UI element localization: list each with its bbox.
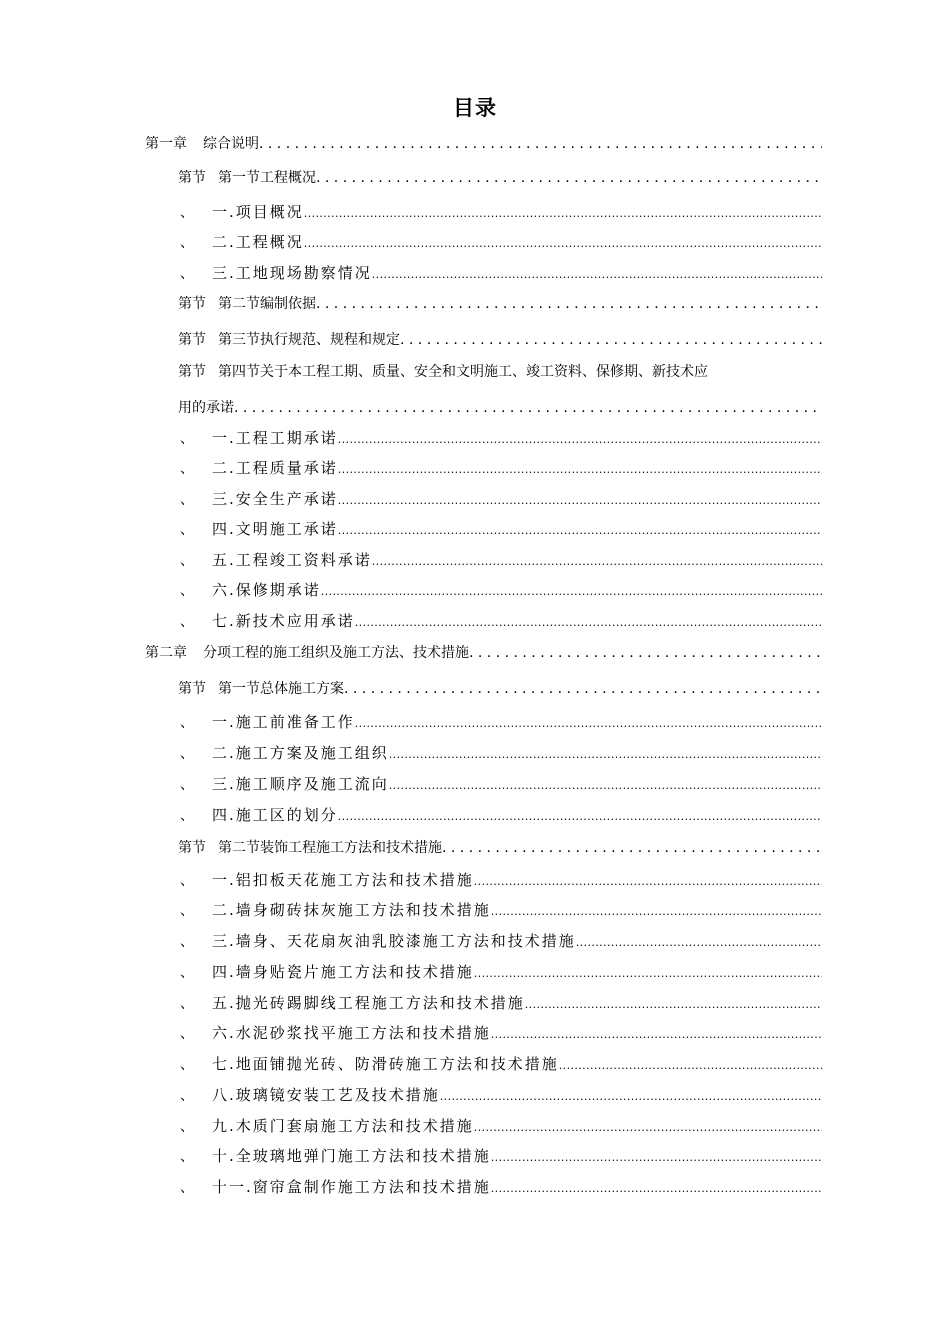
toc-entry-mark: 、 bbox=[180, 965, 194, 981]
toc-dot-leader bbox=[491, 1024, 822, 1043]
toc-item-entry[interactable] bbox=[180, 993, 822, 1013]
toc-dot-leader bbox=[321, 581, 822, 600]
toc-entry-mark: 、 bbox=[180, 583, 194, 599]
toc-entry-label: 六.保修期承诺 bbox=[212, 581, 321, 599]
toc-dot-leader bbox=[338, 459, 822, 478]
toc-dot-leader bbox=[491, 1147, 822, 1166]
toc-entry-mark: 、 bbox=[180, 235, 194, 251]
toc-entry-label: 三.工地现场勘察情况 bbox=[212, 264, 372, 282]
toc-entry-mark: 第二章 bbox=[145, 645, 187, 661]
toc-entry-mark: 、 bbox=[180, 715, 194, 731]
toc-entry-label: 第一节工程概况 bbox=[218, 170, 316, 186]
toc-entry-label: 九.木质门套扇施工方法和技术措施 bbox=[212, 1117, 474, 1135]
toc-entry-label: 二.工程质量承诺 bbox=[212, 459, 338, 477]
toc-dot-leader bbox=[576, 932, 822, 951]
toc-dot-leader bbox=[491, 901, 822, 920]
toc-chapter-entry[interactable] bbox=[145, 643, 822, 663]
toc-item-entry[interactable] bbox=[180, 550, 822, 570]
toc-entry-label: 综合说明 bbox=[203, 136, 259, 152]
toc-dot-leader bbox=[372, 264, 822, 283]
toc-dot-leader bbox=[469, 643, 822, 663]
toc-entry-label: 二.工程概况 bbox=[212, 233, 304, 251]
toc-entry-mark: 、 bbox=[180, 1149, 194, 1165]
toc-entry-mark: 、 bbox=[180, 777, 194, 793]
toc-dot-leader bbox=[474, 963, 822, 982]
toc-dot-leader bbox=[525, 994, 822, 1013]
toc-entry-label: 七.地面铺抛光砖、防滑砖施工方法和技术措施 bbox=[212, 1055, 559, 1073]
toc-entry-label: 一.施工前准备工作 bbox=[212, 713, 355, 731]
toc-dot-leader bbox=[344, 679, 822, 699]
toc-entry-label: 四.文明施工承诺 bbox=[212, 520, 338, 538]
toc-entry-mark: 、 bbox=[180, 903, 194, 919]
toc-item-entry[interactable] bbox=[180, 931, 822, 951]
toc-entry-label: 三.施工顺序及施工流向 bbox=[212, 775, 389, 793]
toc-entry-mark: 、 bbox=[180, 461, 194, 477]
toc-entry-label: 第一节总体施工方案 bbox=[218, 681, 344, 697]
toc-entry-label: 十.全玻璃地弹门施工方法和技术措施 bbox=[212, 1147, 491, 1165]
toc-entry-mark: 、 bbox=[180, 431, 194, 447]
toc-dot-leader bbox=[355, 713, 822, 732]
toc-dot-leader bbox=[338, 429, 822, 448]
toc-item-entry[interactable] bbox=[180, 962, 822, 982]
toc-entry-mark: 、 bbox=[180, 205, 194, 221]
toc-section-entry[interactable] bbox=[178, 838, 822, 858]
toc-item-entry[interactable] bbox=[180, 1177, 822, 1197]
toc-entry-mark: 第节 bbox=[178, 296, 206, 312]
toc-entry-label: 五.抛光砖踢脚线工程施工方法和技术措施 bbox=[212, 994, 525, 1012]
toc-entry-mark: 、 bbox=[180, 1088, 194, 1104]
toc-entry-label: 四.墙身贴瓷片施工方法和技术措施 bbox=[212, 963, 474, 981]
toc-dot-leader bbox=[316, 168, 822, 188]
toc-chapter-entry[interactable] bbox=[145, 134, 822, 154]
toc-entry-label: 十一.窗帘盒制作施工方法和技术措施 bbox=[212, 1178, 491, 1196]
toc-entry-label: 七.新技术应用承诺 bbox=[212, 612, 355, 630]
toc-dot-leader bbox=[491, 1178, 822, 1197]
toc-entry-mark: 、 bbox=[180, 1026, 194, 1042]
toc-item-entry[interactable] bbox=[180, 743, 822, 763]
toc-dot-leader bbox=[389, 744, 822, 763]
toc-entry-mark: 、 bbox=[180, 873, 194, 889]
toc-item-entry[interactable] bbox=[180, 1085, 822, 1105]
toc-item-entry[interactable] bbox=[180, 489, 822, 509]
toc-item-entry[interactable] bbox=[180, 805, 822, 825]
toc-dot-leader bbox=[442, 838, 822, 858]
toc-entry-label: 二.墙身砌砖抹灰施工方法和技术措施 bbox=[212, 901, 491, 919]
toc-item-entry[interactable] bbox=[180, 1146, 822, 1166]
toc-item-entry[interactable] bbox=[180, 202, 822, 222]
toc-item-entry[interactable] bbox=[180, 712, 822, 732]
toc-entry-mark: 、 bbox=[180, 808, 194, 824]
toc-section-entry[interactable] bbox=[178, 168, 822, 188]
toc-entry-mark: 、 bbox=[180, 522, 194, 538]
toc-entry-mark: 第节 bbox=[178, 170, 206, 186]
toc-entry-label: 一.工程工期承诺 bbox=[212, 429, 338, 447]
toc-entry-mark: 、 bbox=[180, 1057, 194, 1073]
toc-entry-label: 三.安全生产承诺 bbox=[212, 490, 338, 508]
toc-entry-mark: 、 bbox=[180, 1180, 194, 1196]
toc-entry-mark: 、 bbox=[180, 492, 194, 508]
toc-section-entry[interactable] bbox=[178, 294, 822, 314]
toc-entry-label: 一.项目概况 bbox=[212, 203, 304, 221]
toc-item-entry[interactable] bbox=[180, 900, 822, 920]
toc-entry-label: 用的承诺 bbox=[178, 400, 234, 416]
toc-entry-label: 一.铝扣板天花施工方法和技术措施 bbox=[212, 871, 474, 889]
toc-entry-mark: 、 bbox=[180, 553, 194, 569]
toc-entry-label: 六.水泥砂浆找平施工方法和技术措施 bbox=[212, 1024, 491, 1042]
toc-dot-leader bbox=[259, 134, 822, 154]
toc-item-entry[interactable] bbox=[180, 458, 822, 478]
toc-dot-leader bbox=[372, 551, 822, 570]
toc-item-entry[interactable] bbox=[180, 519, 822, 539]
toc-section-entry[interactable] bbox=[178, 330, 822, 350]
toc-dot-leader bbox=[389, 775, 822, 794]
toc-dot-leader bbox=[559, 1055, 822, 1074]
toc-dot-leader bbox=[474, 871, 822, 890]
toc-dot-leader bbox=[234, 398, 822, 418]
toc-item-entry[interactable] bbox=[180, 428, 822, 448]
toc-item-entry[interactable] bbox=[180, 1023, 822, 1043]
toc-entry-mark: 、 bbox=[180, 746, 194, 762]
toc-dot-leader bbox=[355, 612, 822, 631]
toc-entry-mark: 第节 bbox=[178, 364, 206, 380]
toc-entry-label: 二.施工方案及施工组织 bbox=[212, 744, 389, 762]
toc-entry-label: 五.工程竣工资料承诺 bbox=[212, 551, 372, 569]
toc-dot-leader bbox=[338, 806, 822, 825]
toc-item-entry[interactable] bbox=[180, 580, 822, 600]
toc-entry-label: 第二节装饰工程施工方法和技术措施 bbox=[218, 840, 442, 856]
toc-title: 目录 bbox=[453, 96, 497, 120]
toc-entry-label: 八.玻璃镜安装工艺及技术措施 bbox=[212, 1086, 440, 1104]
toc-entry-label: 四.施工区的划分 bbox=[212, 806, 338, 824]
toc-item-entry[interactable] bbox=[180, 1054, 822, 1074]
toc-entry-label: 分项工程的施工组织及施工方法、技术措施 bbox=[203, 645, 469, 661]
toc-entry-label: 第二节编制依据 bbox=[218, 296, 316, 312]
toc-entry-mark: 、 bbox=[180, 266, 194, 282]
toc-item-entry[interactable] bbox=[180, 232, 822, 252]
toc-dot-leader bbox=[440, 1086, 822, 1105]
toc-item-entry[interactable] bbox=[180, 611, 822, 631]
toc-dot-leader bbox=[400, 330, 822, 350]
toc-item-entry[interactable] bbox=[180, 1116, 822, 1136]
toc-section-entry-continuation[interactable] bbox=[178, 398, 822, 418]
toc-dot-leader bbox=[304, 203, 822, 222]
toc-item-entry[interactable] bbox=[180, 263, 822, 283]
toc-dot-leader bbox=[304, 233, 822, 252]
toc-entry-mark: 、 bbox=[180, 996, 194, 1012]
toc-dot-leader bbox=[338, 490, 822, 509]
toc-entry-label: 三.墙身、天花扇灰油乳胶漆施工方法和技术措施 bbox=[212, 932, 576, 950]
toc-dot-leader bbox=[474, 1117, 822, 1136]
toc-section-entry[interactable] bbox=[178, 679, 822, 699]
toc-section-entry[interactable] bbox=[178, 362, 822, 382]
toc-entry-label: 第三节执行规范、规程和规定 bbox=[218, 332, 400, 348]
toc-entry-mark: 第节 bbox=[178, 332, 206, 348]
toc-entry-label: 第四节关于本工程工期、质量、安全和文明施工、竣工资料、保修期、新技术应 bbox=[218, 364, 708, 380]
toc-entry-mark: 第一章 bbox=[145, 136, 187, 152]
toc-entry-mark: 第节 bbox=[178, 681, 206, 697]
toc-item-entry[interactable] bbox=[180, 870, 822, 890]
toc-entry-mark: 、 bbox=[180, 934, 194, 950]
toc-entry-mark: 第节 bbox=[178, 840, 206, 856]
toc-entry-mark: 、 bbox=[180, 614, 194, 630]
toc-item-entry[interactable] bbox=[180, 774, 822, 794]
toc-entry-mark: 、 bbox=[180, 1119, 194, 1135]
toc-dot-leader bbox=[338, 520, 822, 539]
toc-dot-leader bbox=[316, 294, 822, 314]
